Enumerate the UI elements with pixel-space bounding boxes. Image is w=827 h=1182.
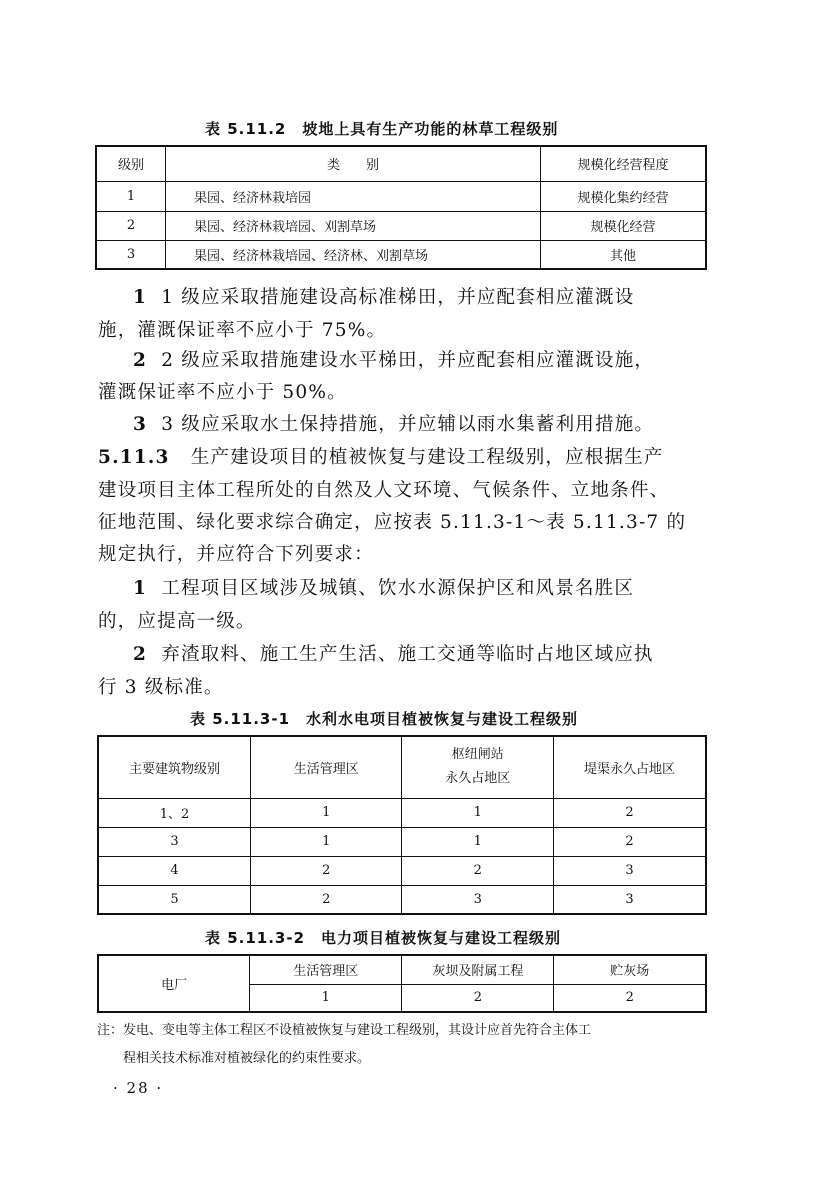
table2-cell: 1、2: [98, 798, 250, 827]
table2-cell: 2: [554, 798, 707, 827]
paragraph-text: 1 级应采取措施建设高标准梯田，并应配套相应灌溉设: [161, 287, 635, 308]
table3-cell: 2: [554, 984, 706, 1012]
item-number: 1: [133, 287, 148, 308]
table3-cell: 1: [250, 984, 402, 1012]
table1-cell: 3: [96, 240, 166, 269]
table3: [97, 954, 707, 1013]
section-5-11-3-line-2: 建设项目主体工程所处的自然及人文环境、气候条件、立地条件、: [98, 480, 670, 501]
table1-caption: 表 5.11.2 坡地上具有生产功能的林草工程级别: [205, 120, 559, 138]
section-5-11-3-line-3: 征地范围、绿化要求综合确定，应按表 5.11.3-1～表 5.11.3-7 的: [98, 512, 687, 533]
paragraph-text: 2 级应采取措施建设水平梯田，并应配套相应灌溉设施，: [161, 350, 655, 371]
table2-cell: 1: [250, 827, 402, 856]
table2-cell: 3: [554, 856, 707, 885]
table2-cell: 1: [250, 798, 402, 827]
table2-header-cell: 主要建筑物级别: [98, 736, 250, 798]
table3-header-cell: 灰坝及附属工程: [402, 955, 554, 984]
item-number: 2: [133, 350, 148, 371]
table2-caption: 表 5.11.3-1 水利水电项目植被恢复与建设工程级别: [190, 710, 579, 728]
table3-header-row: [98, 955, 706, 984]
paragraph-1-line-1: [133, 281, 634, 314]
table-row: [96, 181, 706, 211]
table1-cell: 规模化集约经营: [541, 181, 707, 211]
paragraph-text: 生产建设项目的植被恢复与建设工程级别，应根据生产: [190, 447, 664, 468]
table1-cell: 果园、经济林栽培园、经济林、刈割草场: [166, 240, 541, 269]
table2-cell: 3: [554, 885, 707, 914]
table2-header-line: 永久占地区: [445, 771, 511, 787]
table1-cell: 1: [96, 181, 166, 211]
table2-cell: 1: [402, 827, 554, 856]
table2-cell: 4: [98, 856, 250, 885]
table2-cell: 2: [250, 856, 402, 885]
table-row: [98, 856, 706, 885]
table1-header-row: [96, 146, 706, 181]
table-row: [98, 827, 706, 856]
table1-cell: 2: [96, 211, 166, 240]
table2-cell: 2: [402, 856, 554, 885]
table2-header-row: [98, 736, 706, 798]
table2-header-line: 枢纽闸站: [451, 747, 504, 763]
section-number: 5.11.3: [98, 447, 170, 468]
table-row: [96, 240, 706, 269]
table1-cell: 规模化经营: [541, 211, 707, 240]
table2-cell: 3: [98, 827, 250, 856]
page-number: · 28 ·: [113, 1079, 164, 1097]
table1-header-cell: 类 别: [166, 146, 541, 181]
item-2-line-1: [133, 638, 654, 671]
section-5-11-3-line-1: [98, 441, 664, 474]
table1-header-cell: 级别: [96, 146, 166, 181]
paragraph-text: 工程项目区域涉及城镇、饮水水源保护区和风景名胜区: [161, 578, 635, 599]
table-row: [96, 211, 706, 240]
note-line-1: 注：发电、变电等主体工程区不设植被恢复与建设工程级别，其设计应首先符合主体工: [97, 1023, 592, 1038]
paragraph-1-line-2: 施，灌溉保证率不应小于 75%。: [98, 320, 387, 341]
table3-row-header: 电厂: [98, 955, 250, 1012]
paragraph-3-line-1: [133, 408, 654, 441]
item-1-line-1: [133, 572, 634, 605]
table1-cell: 果园、经济林栽培园、刈割草场: [166, 211, 541, 240]
item-number: 3: [133, 414, 148, 435]
table1-header-cell: 规模化经营程度: [541, 146, 707, 181]
table-row: [98, 798, 706, 827]
table3-header-cell: 生活管理区: [250, 955, 402, 984]
table2-header-cell: 堤渠永久占地区: [554, 736, 707, 798]
table1-cell: 果园、经济林栽培园: [166, 181, 541, 211]
table3-caption: 表 5.11.3-2 电力项目植被恢复与建设工程级别: [205, 929, 562, 947]
table-row: [98, 885, 706, 914]
paragraph-text: 弃渣取料、施工生产生活、施工交通等临时占地区域应执: [161, 644, 654, 665]
section-5-11-3-line-4: 规定执行，并应符合下列要求：: [98, 544, 374, 565]
table2-header-cell: [402, 736, 554, 798]
table3-cell: 2: [402, 984, 554, 1012]
table2-cell: 1: [402, 798, 554, 827]
table2-cell: 3: [402, 885, 554, 914]
item-number: 1: [133, 578, 148, 599]
table3-header-cell: 贮灰场: [554, 955, 706, 984]
paragraph-text: 3 级应采取水土保持措施，并应辅以雨水集蓄利用措施。: [161, 414, 655, 435]
paragraph-2-line-1: [133, 344, 654, 377]
table2-cell: 5: [98, 885, 250, 914]
table2-header-cell: 生活管理区: [250, 736, 402, 798]
item-2-line-2: 行 3 级标准。: [98, 677, 224, 698]
item-1-line-2: 的，应提高一级。: [98, 611, 256, 632]
table2-cell: 2: [554, 827, 707, 856]
table2: [97, 735, 707, 915]
item-number: 2: [133, 644, 148, 665]
table1: [95, 145, 707, 270]
table2-cell: 2: [250, 885, 402, 914]
paragraph-2-line-2: 灌溉保证率不应小于 50%。: [98, 382, 347, 403]
table1-cell: 其他: [541, 240, 707, 269]
note-line-2: 程相关技术标准对植被绿化的约束性要求。: [123, 1051, 371, 1066]
